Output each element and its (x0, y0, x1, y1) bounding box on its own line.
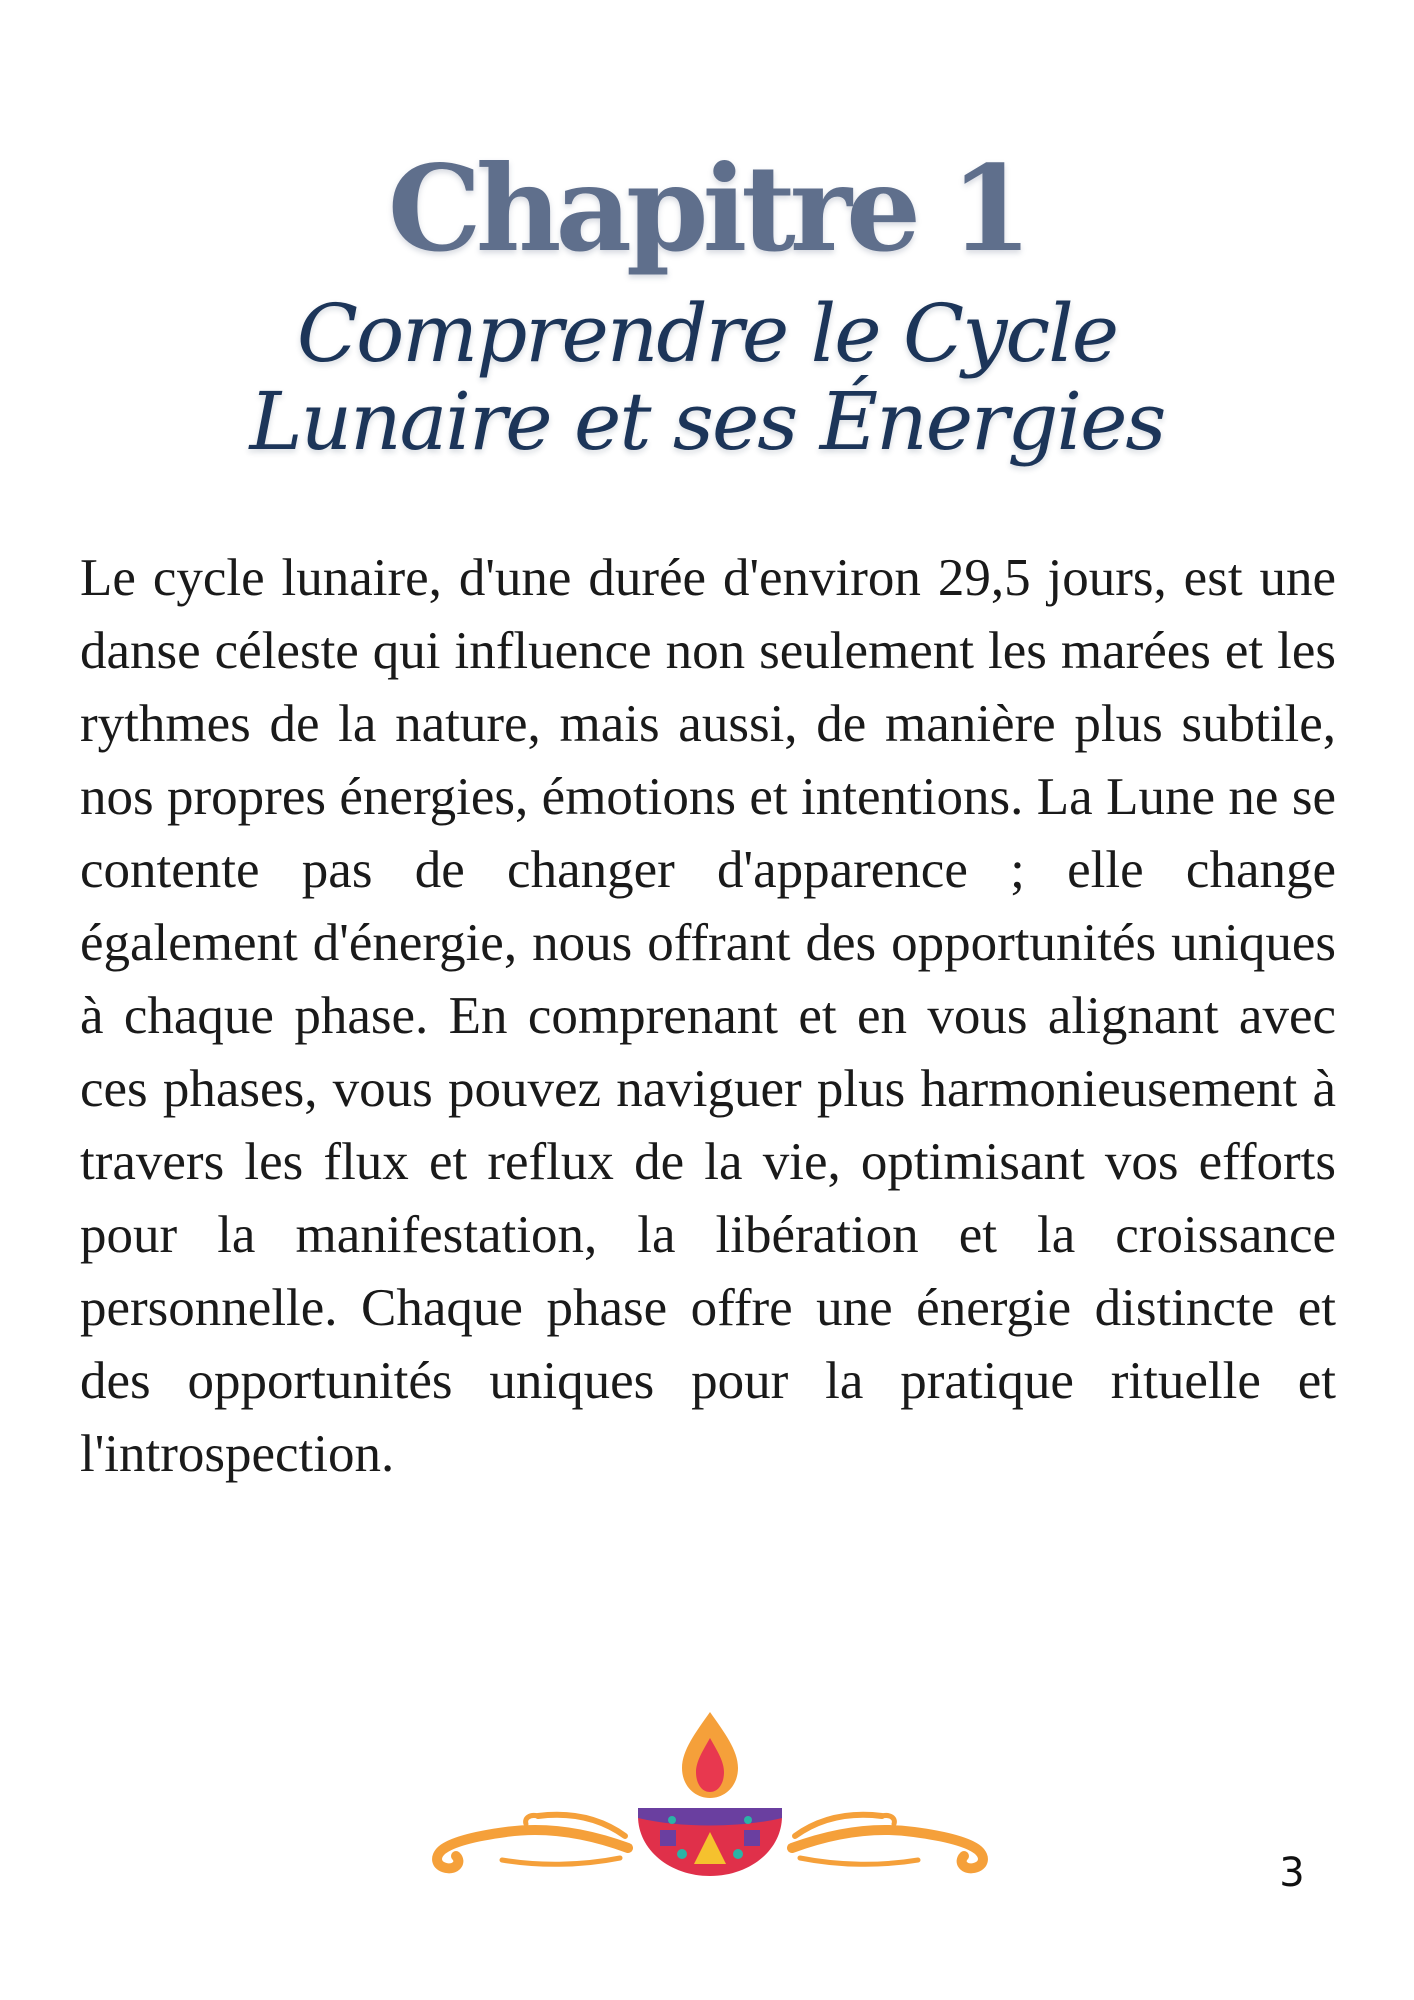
flame-icon (682, 1712, 738, 1798)
left-swirl-ornament (437, 1815, 628, 1868)
right-swirl-ornament (792, 1815, 983, 1868)
chapter-subtitle-line-1: Comprendre le Cycle (296, 287, 1118, 380)
lamp-bowl-icon (638, 1808, 782, 1876)
chapter-subtitle-line-2: Lunaire et ses Énergies (249, 375, 1165, 468)
chapter-subtitle (0, 287, 1414, 468)
chapter-title: Chapitre 1 (387, 139, 1027, 278)
page-number: 3 (1279, 1850, 1305, 1896)
diya-lamp-icon (420, 1700, 1000, 1880)
body-paragraph: Le cycle lunaire, d'une durée d'environ 29,5 jours, est une danse céleste qui influence non seulement les marées et les rythmes de la nature, mais aussi, de manière plus subtile, nos propres énergies, émotions et intentions. La Lune ne se contente pas de changer d'apparence ; elle change également d'énergie, nous offrant des opportunités uniques à chaque phase. En comprenant et en vous alignant avec ces phases, vous pouvez naviguer plus harmonieusement à travers les flux et reflux de la vie, optimisant vos efforts pour la manifestation, la libération et la croissance personnelle. Chaque phase offre une énergie distincte et des opportunités uniques pour la pratique rituelle et l'introspection. (80, 549, 1336, 1483)
